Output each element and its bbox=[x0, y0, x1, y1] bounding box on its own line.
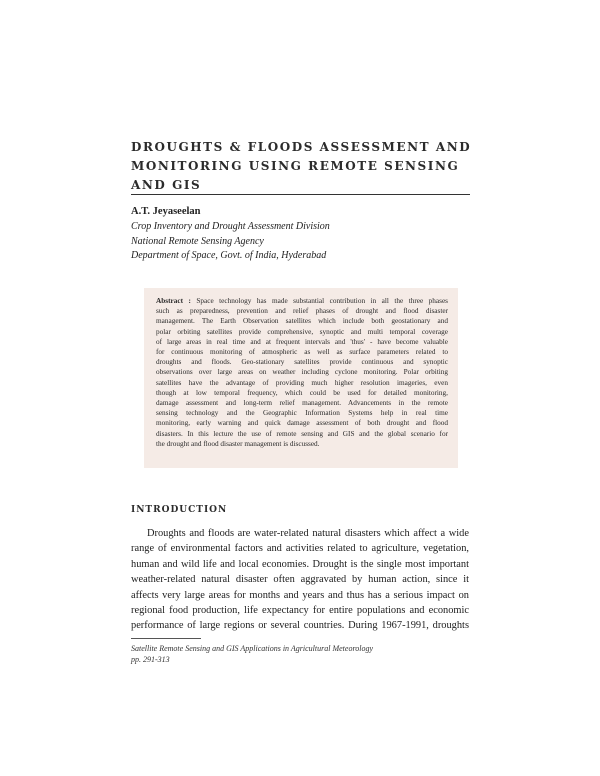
body-line: human and wild life and local economies. Drought is the single most important bbox=[131, 558, 469, 570]
abstract-box bbox=[144, 288, 458, 468]
footer-pages: pp. 291-313 bbox=[131, 655, 170, 664]
footer-citation: Satellite Remote Sensing and GIS Applications in Agricultural Meteorology bbox=[131, 644, 374, 653]
title-line: MONITORING USING REMOTE SENSING bbox=[131, 159, 460, 173]
title-line: AND GIS bbox=[131, 178, 202, 192]
author-affiliation bbox=[131, 220, 330, 264]
abstract-label: Abstract : bbox=[156, 297, 191, 305]
body-line: range of environmental factors and activities related to agriculture, vegetation, bbox=[131, 543, 469, 555]
body-line: weather-related natural disaster often aggravated by human action, since it bbox=[131, 574, 469, 586]
paper-title bbox=[131, 138, 471, 195]
title-line: DROUGHTS & FLOODS ASSESSMENT AND bbox=[131, 140, 472, 154]
section-heading: INTRODUCTION bbox=[131, 505, 228, 515]
affiliation-line: National Remote Sensing Agency bbox=[131, 235, 264, 247]
affiliation-line: Crop Inventory and Drought Assessment Division bbox=[131, 221, 330, 232]
abstract-line: satellites have the advantage of providing much higher resolution imageries, even bbox=[156, 378, 448, 387]
abstract-line: though at low temporal frequency, which could be used for detailed monitoring, bbox=[156, 388, 448, 397]
abstract-line: disasters. In this lecture the use of remote sensing and GIS and the global scenario for bbox=[156, 429, 448, 438]
abstract-line: such as preparedness, prevention and relief phases of drought and flood disaster bbox=[156, 307, 448, 316]
body-paragraph bbox=[131, 526, 469, 634]
abstract-line: observations over large areas on weather including cyclone monitoring. Polar orbiting bbox=[156, 368, 448, 377]
abstract-line: for continuous monitoring of atmospheric as well as surface parameters related to bbox=[156, 348, 448, 357]
body-line: regional food production, life expectancy for entire populations and economic bbox=[131, 605, 469, 617]
page-footer bbox=[131, 643, 373, 665]
abstract-line: damage assessment and long-term relief management. Advancements in the remote bbox=[156, 399, 448, 408]
abstract-line bbox=[156, 296, 448, 306]
body-line: affects very large areas for months and years and thus has a serious impact on bbox=[131, 589, 469, 601]
affiliation-line: Department of Space, Govt. of India, Hyderabad bbox=[131, 250, 327, 261]
abstract-line: sensing technology and the Geographic Information Systems help in real time bbox=[156, 409, 448, 418]
footer-rule bbox=[131, 638, 201, 639]
abstract-line: monitoring, early warning and quick damage assessment of both drought and flood bbox=[156, 419, 448, 428]
abstract-line: the drought and flood disaster management is discussed. bbox=[156, 439, 320, 448]
abstract-line: polar orbiting satellites provide comprehensive, synoptic and multi temporal coverage bbox=[156, 327, 448, 336]
body-line: performance of large regions or several countries. During 1967-1991, droughts bbox=[131, 620, 469, 632]
abstract-first-line: Space technology has made substantial contribution in all the three phases bbox=[196, 297, 448, 305]
author-name: A.T. Jeyaseelan bbox=[131, 206, 201, 217]
abstract-line: management. The Earth Observation satellites which include both geostationary and bbox=[156, 317, 448, 326]
abstract-line: of large areas in real time and at frequent intervals and 'thus' - have become valuable bbox=[156, 337, 448, 346]
body-line: Droughts and floods are water-related natural disasters which affect a wide bbox=[147, 528, 469, 539]
title-rule bbox=[131, 194, 470, 195]
abstract-line: droughts and floods. Geo-stationary satellites provide continuous and synoptic bbox=[156, 358, 448, 367]
